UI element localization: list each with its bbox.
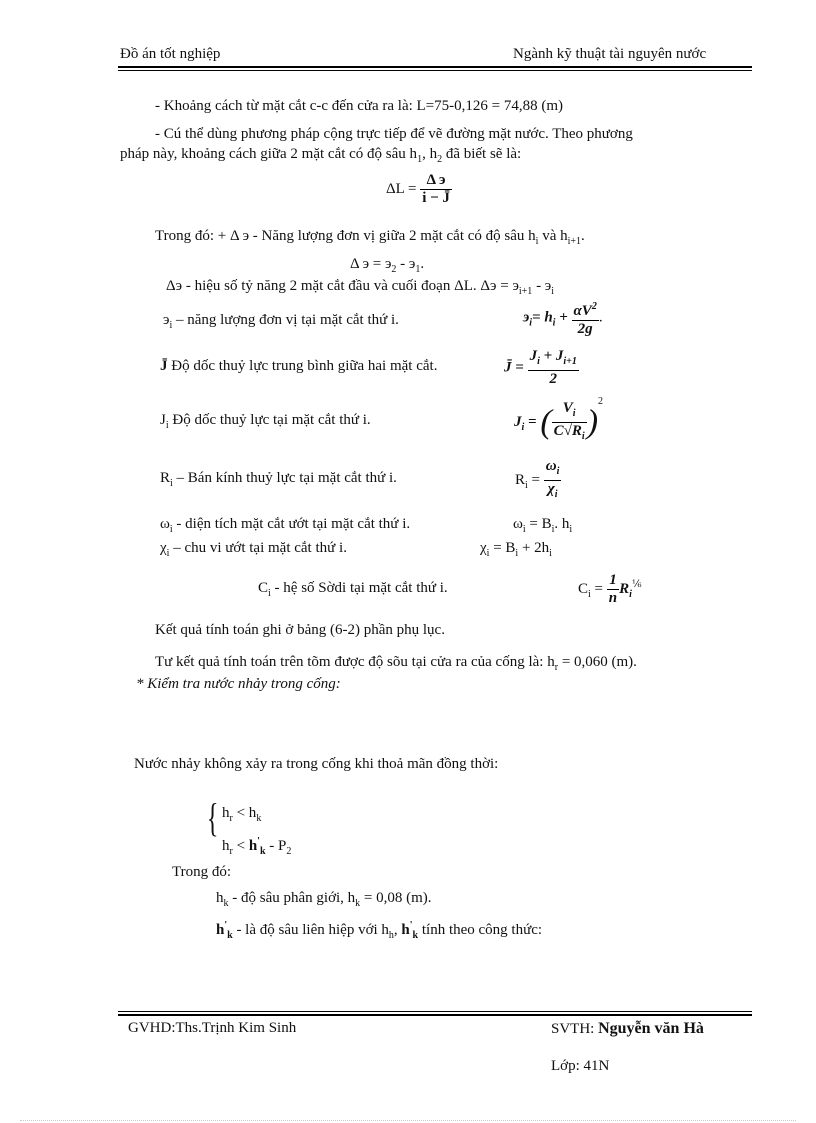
footer-class: Lớp: 41N	[551, 1058, 610, 1074]
paragraph-chezy: $C_i$ - hệ số Sờdi tại mặt cắt thứ i.	[258, 580, 448, 599]
formula-mean-slope: J̄ = $\frac{J_i + J_{i+1}}{2}$	[504, 348, 577, 387]
footer-supervisor: GVHD:Ths.Trịnh Kim Sinh	[128, 1020, 297, 1036]
formula-wetted-perimeter: $\chi_i = B_i + 2h_i$	[480, 540, 552, 559]
formula-unit-energy: $э_i= h_i$ + $\frac{\alpha V^2}{2g}$ .	[523, 298, 603, 338]
header-rule-thick	[118, 66, 752, 68]
paragraph-critical-depth: $h_k$ - độ sâu phân giới, $h_k = 0,08$ (m).	[216, 890, 432, 909]
header-rule-thin	[118, 70, 752, 71]
formula-delta-energy: Δ $э = э_2 - э_1$.	[350, 256, 425, 275]
paragraph-results-table: Kết quả tính toán ghi ở bảng (6-2) phần phụ lục.	[155, 622, 445, 638]
paragraph-conjugate-depth: $h'_k$ - là độ sâu liên hiệp với $h_h$, $h'_k$ tính theo công thức:	[216, 920, 543, 941]
paragraph-condition: Nước nhảy không xảy ra trong cống khi thoả mãn đồng thời:	[134, 756, 499, 772]
footer-rule-thin	[118, 1011, 752, 1012]
paragraph-hydraulic-radius: $R_i$ – Bán kính thuỷ lực tại mặt cắt thứ i.	[160, 470, 397, 489]
paragraph-wetted-area: $\omega_i$ - diện tích mặt cắt ướt tại mặt cắt thứ i.	[160, 516, 411, 535]
paragraph-where-2: Trong đó:	[172, 864, 232, 880]
paragraph-method-line1: - Cú thể dùng phương pháp cộng trực tiếp để vẽ đường mặt nước. Theo phương	[155, 126, 633, 142]
paragraph-method-line2: pháp này, khoảng cách giữa 2 mặt cắt có độ sâu $h_1$, $h_2$ đã biết sẽ là:	[120, 146, 522, 165]
header-left: Đồ án tốt nghiệp	[120, 46, 221, 62]
paragraph-wetted-perimeter: $\chi_i$ – chu vi ướt tại mặt cắt thứ i.	[160, 540, 347, 559]
paragraph-energy-difference: Δэ - hiệu số tỷ năng 2 mặt cắt đầu và cuối đoạn ΔL. $\Delta э = э_{i+1} - э_i$	[166, 278, 555, 297]
page-bottom-border	[20, 1120, 796, 1121]
section-heading: * Kiểm tra nước nhảy trong cống:	[136, 676, 341, 692]
paragraph-distance: - Khoảng cách từ mặt cắt c-c đến cửa ra là: L=75-0,126 = 74,88 (m)	[155, 98, 564, 114]
footer-student: SVTH: Nguyễn văn Hà	[551, 1020, 704, 1037]
paragraph-where: Trong đó: + Δ э - Năng lượng đơn vị giữa 2 mặt cắt có độ sâu $h_i$ và $h_{i+1}$.	[155, 228, 585, 247]
formula-hydraulic-radius: $R_i$ = $\frac{\omega_i}{\chi_i}$	[515, 458, 560, 500]
inequality-1: $h_r < h_k$	[222, 805, 262, 824]
paragraph-mean-slope: J̄ Độ dốc thuỷ lực trung bình giữa hai mặt cắt.	[160, 358, 438, 374]
formula-delta-l: ΔL = $\frac{\text{Δ э}}{i - J̄}$	[386, 172, 450, 206]
formula-slope: $J_i$ = ( $\frac{V_i}{C√R_i}$ )$^2$	[514, 396, 604, 443]
formula-chezy: $C_i$ = $\frac{1}{n}$ $R_i^{\frac{1}{6}}$	[578, 572, 642, 606]
inequality-2: $h_r < h'_k - P_2$	[222, 836, 292, 857]
inequality-brace: {	[206, 795, 219, 840]
header-right: Ngành kỹ thuật tài nguyên nước	[513, 46, 707, 62]
footer-rule-thick	[118, 1014, 752, 1016]
paragraph-outlet-depth: Tư kết quả tính toán trên tõm được độ sõu tại cửa ra của cống là: $h_r = 0,060$ (m).	[155, 654, 637, 673]
formula-wetted-area: $\omega_i = B_i$. $h_i$	[513, 516, 573, 535]
paragraph-slope: $J_i$ Độ dốc thuỷ lực tại mặt cắt thứ i.	[160, 412, 371, 431]
paragraph-unit-energy: $э_i$ – năng lượng đơn vị tại mặt cắt thứ i.	[163, 312, 399, 331]
